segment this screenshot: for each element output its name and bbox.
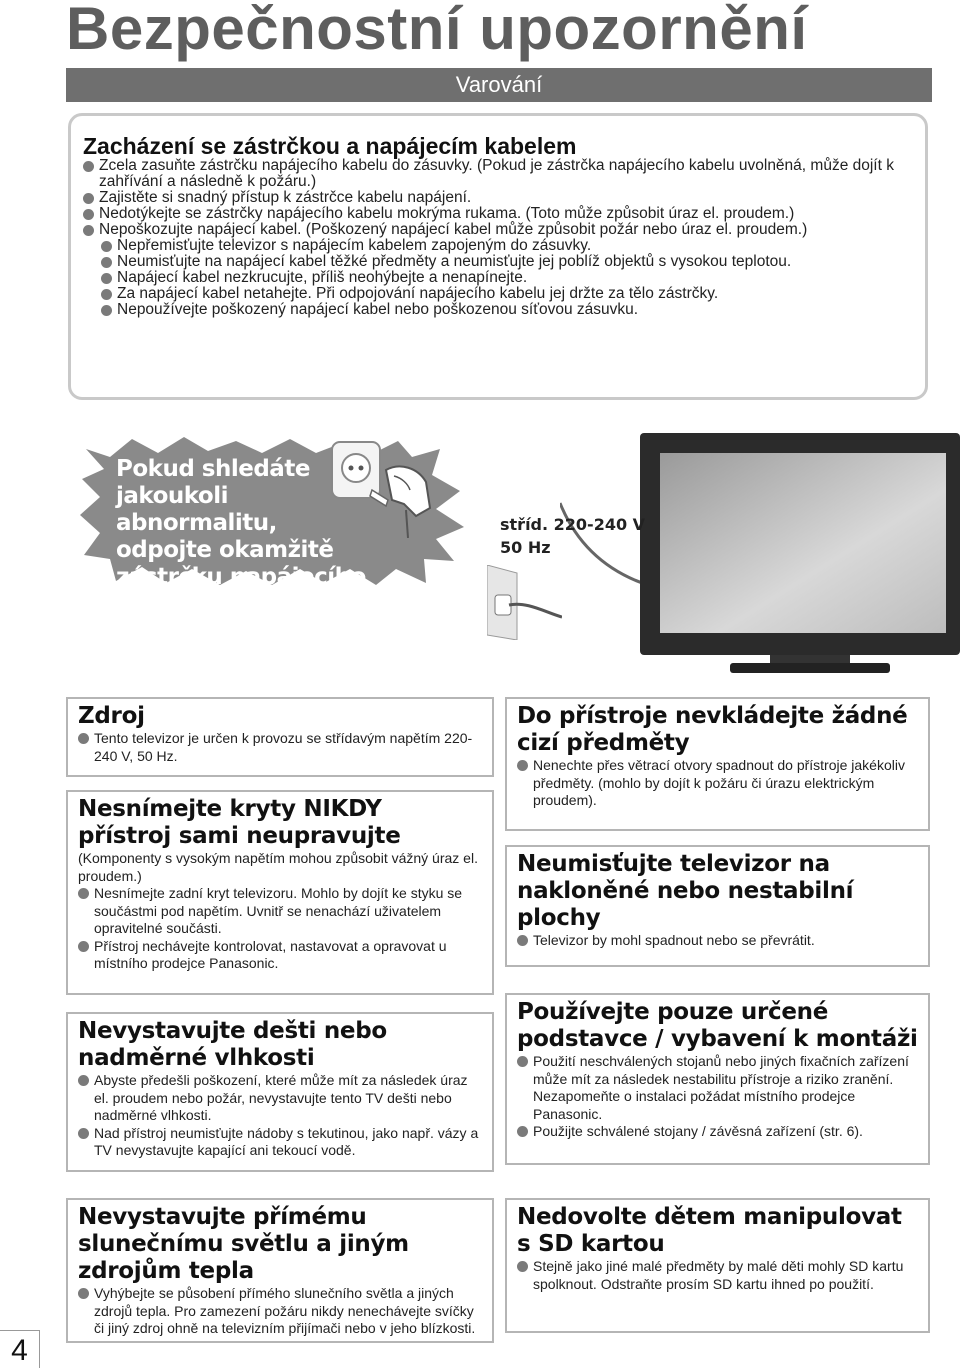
voltage-line-2: 50 Hz [500,538,551,557]
plug-safety-box [68,113,928,400]
abnormality-notice: Pokud shledáte jakoukoli abnormalitu, odpojte okamžitě zástrčku napájecího kabelu. [116,456,366,617]
foreign-list [517,757,918,810]
foreign-objects-box [505,697,930,831]
power-list [78,730,482,765]
rain-box [66,1012,494,1172]
wall-socket-icon [487,565,562,640]
stand-list [517,1053,918,1141]
list-item: Tento televizor je určen k provozu se střídavým napětím 220-240 V, 50 Hz. [78,730,482,765]
sdcard-box [505,1198,930,1333]
list-item: Použijte schválené stojany / závěsná zařízení (str. 6). [517,1123,918,1141]
stand-heading: Používejte pouze určené podstavce / vybavení k montáži [517,999,918,1052]
sun-list [78,1285,482,1338]
unstable-heading: Neumisťujte televizor na nakloněné nebo nestabilní plochy [517,851,854,931]
power-heading: Zdroj [78,703,145,729]
sdcard-heading: Nedovolte dětem manipulovat s SD kartou [517,1204,902,1257]
list-item: Nad přístroj neumisťujte nádoby s tekutinou, jako např. vázy a TV nevystavujte kapající ani tekoucí vodě. [78,1125,482,1160]
list-item: Použití neschválených stojanů nebo jiných fixačních zařízení může mít za následek nestabilitu přístroje a riziko zranění. Nezapomeňte o instalaci požádat místního prodejce Panasonic. [517,1053,918,1123]
list-item: Nenechte přes větrací otvory spadnout do přístroje jakékoliv předměty. (mohlo by dojít k požáru či úrazu elektrickým proudem). [517,757,918,810]
voltage-line-1: stříd. 220-240 V [500,515,646,534]
sdcard-list [517,1258,918,1293]
list-item: Nesnímejte zadní kryt televizoru. Mohlo by dojít ke styku se součástmi pod napětím. Uvnitř se nenachází uživatelem opravitelné součásti. [78,885,482,938]
warning-banner: Varování [66,68,932,102]
power-box [66,697,494,777]
unplug-hand-icon [330,438,440,538]
unstable-list [517,932,918,950]
list-item: Za napájecí kabel netahejte. Při odpojování napájecího kabelu jej držte za tělo zástrčky. [101,286,915,302]
rain-list [78,1072,482,1160]
plug-sublist [83,238,915,318]
page-title: Bezpečnostní upozornění [66,0,808,62]
list-item: Nepřemisťujte televizor s napájecím kabelem zapojeným do zásuvky. [101,238,915,254]
page-number: 4 [0,1330,40,1368]
plug-heading: Zacházení se zástrčkou a napájecím kabelem [83,133,577,159]
list-item: Stejně jako jiné malé předměty by malé děti mohly SD kartu spolknout. Odstraňte prosím SD kartu ihned po použití. [517,1258,918,1293]
list-item: Nepoužívejte poškozený napájecí kabel nebo poškozenou síťovou zásuvku. [101,302,915,318]
list-item: Vyhýbejte se působení přímého slunečního světla a jiných zdrojů tepla. Pro zamezení požáru nikdy nenechávejte svíčky či jiný zdroj ohně na televizním přijímači nebo v jeho blízkosti. [78,1285,482,1338]
list-item: Nepoškozujte napájecí kabel. (Poškozený napájecí kabel může způsobit požár nebo úraz el. proudem.) [83,222,915,238]
list-item: Nedotýkejte se zástrčky napájecího kabelu mokrýma rukama. (Toto může způsobit úraz el. proudem.) [83,206,915,222]
unstable-box [505,845,930,967]
sun-box [66,1198,494,1343]
list-item: Napájecí kabel nezkrucujte, příliš neohýbejte a nenapínejte. [101,270,915,286]
covers-note: (Komponenty s vysokým napětím mohou způsobit vážný úraz el. proudem.) [78,850,478,884]
foreign-heading: Do přístroje nevkládejte žádné cizí předměty [517,703,908,756]
list-item: Přístroj nechávejte kontrolovat, nastavovat a opravovat u místního prodejce Panasonic. [78,938,482,973]
covers-heading: Nesnímejte kryty NIKDY přístroj sami neupravujte [78,796,401,849]
covers-box [66,790,494,995]
rain-heading: Nevystavujte dešti nebo nadměrné vlhkosti [78,1018,387,1071]
list-item: Zcela zasuňte zástrčku napájecího kabelu do zásuvky. (Pokud je zástrčka napájecího kabelu uvolněná, může dojít k zahřívání a následně k požáru.) [83,158,915,190]
plug-list [83,158,915,238]
list-item: Neumisťujte na napájecí kabel těžké předměty a neumisťujte jej poblíž objektů s vysokou teplotou. [101,254,915,270]
covers-list [78,885,482,973]
stand-box [505,993,930,1165]
sun-heading: Nevystavujte přímému slunečnímu světlu a jiným zdrojům tepla [78,1204,409,1284]
voltage-label [500,513,645,559]
list-item: Televizor by mohl spadnout nebo se převrátit. [517,932,918,950]
list-item: Abyste předešli poškození, které může mít za následek úraz el. proudem nebo požár, nevystavujte tento TV dešti nebo nadměrné vlhkosti. [78,1072,482,1125]
list-item: Zajistěte si snadný přístup k zástrčce kabelu napájení. [83,190,915,206]
